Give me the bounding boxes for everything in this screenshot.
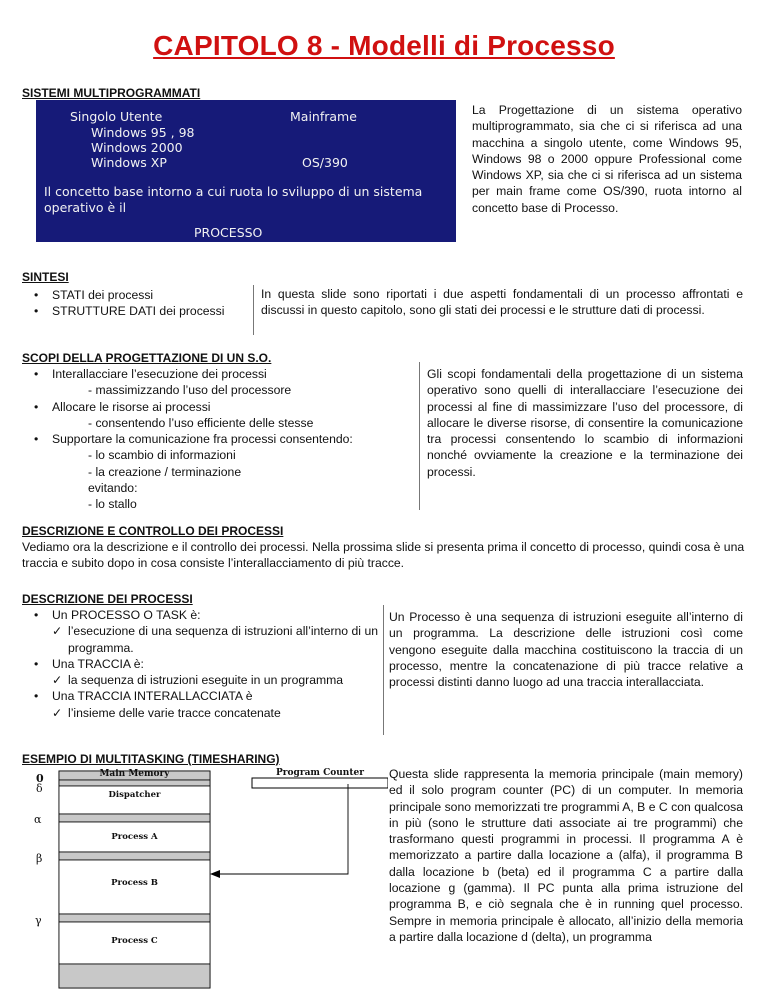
box-col1-head: Singolo Utente (70, 109, 163, 124)
address-gamma: γ (35, 914, 42, 927)
s5-text: Un Processo è una sequenza di istruzioni eseguite all’interno di un programma. La descrizione delle istruzioni così come vengono eseguite dalla macchina costituiscono la traccia di un processo, mentre la concatenazione di più tracce relative a processi distinti danno luogo ad una traccia interallacciata. (389, 610, 743, 690)
box-col1-l2: Windows 2000 (91, 140, 183, 155)
box-sentence-l1: Il concetto base intorno a cui ruota lo sviluppo di un sistema (44, 184, 423, 199)
s3-bullet-1: • Interallacciare l’esecuzione dei processi (22, 366, 422, 382)
section-heading-descrizione-controllo: DESCRIZIONE E CONTROLLO DEI PROCESSI (22, 524, 284, 538)
s2-item-strutture: • STRUTTURE DATI dei processi (22, 303, 252, 319)
s5-check-3: ✓ l’insieme delle varie tracce concatenate (22, 705, 378, 721)
divider (253, 285, 254, 335)
section-heading-scopi: SCOPI DELLA PROGETTAZIONE DI UN S.O. (22, 351, 272, 365)
section-heading-multiprogrammed: SISTEMI MULTIPROGRAMMATI (22, 86, 201, 100)
main-memory-label: Main Memory (99, 769, 170, 779)
memory-diagram (28, 768, 388, 988)
s3-bullet-3: • Supportare la comunicazione fra processi consentendo: (22, 431, 422, 447)
s5-bullet-3: • Una TRACCIA INTERALLACCIATA è (22, 688, 378, 704)
s3-list (22, 366, 422, 513)
divider (383, 605, 384, 735)
page-title: CAPITOLO 8 - Modelli di Processo (153, 30, 615, 61)
s1-text: La Progettazione di un sistema operativo multiprogrammato, sia che ci si riferisca ad una macchina a singolo utente, come Windows 95, Windows 98 o 2000 oppure Professional come Windows XP, sia che ci si riferisca ad un sistema per main frame come OS/390, ruota intorno al concetto base di Processo. (472, 103, 742, 215)
address-alpha: α (34, 813, 42, 826)
s3-text: Gli scopi fondamentali della progettazione di un sistema operativo sono quelli di interallacciare l’esecuzione dei processi al fine di massimizzare l’uso del processore, di allocare le diverse risorse, di consentire la comunicazione tra processi consentendo lo scambio di informazioni nonché ovviamente la creazione e la terminazione dei processi. (427, 367, 743, 479)
program-counter-label: Program Counter (276, 768, 364, 778)
process-a-label: Process A (111, 832, 158, 842)
divider (419, 362, 420, 510)
s2-item-stati: • STATI dei processi (22, 287, 252, 303)
s5-bullet-1: • Un PROCESSO O TASK è: (22, 607, 378, 623)
box-keyword: PROCESSO (194, 225, 263, 240)
address-0: 0 (36, 772, 44, 785)
s2-text: In questa slide sono riportati i due aspetti fondamentali di un processo affrontati e discussi in questo capitolo, sono gli stati dei processi e le strutture dati di processi. (261, 287, 743, 318)
box-col1-l1: Windows 95 , 98 (91, 125, 195, 140)
process-b-label: Process B (111, 878, 158, 888)
process-c-label: Process C (111, 936, 158, 946)
s3-bullet-2: • Allocare le risorse ai processi (22, 399, 422, 415)
box-col1-l3: Windows XP (91, 155, 167, 170)
s3-bullet-3-sub3: evitando: (88, 481, 138, 496)
s5-check-1: ✓ l’esecuzione di una sequenza di istruzioni all’interno di un programma. (22, 623, 378, 656)
s5-bullet-2: • Una TRACCIA è: (22, 656, 378, 672)
s3-bullet-1-sub: - massimizzando l’uso del processore (88, 383, 292, 398)
box-col2-head: Mainframe (290, 109, 357, 124)
box-col2-l1: OS/390 (302, 155, 348, 170)
s3-bullet-3-sub2: - la creazione / terminazione (88, 464, 242, 479)
s5-list (22, 607, 378, 721)
section-heading-sintesi: SINTESI (22, 270, 69, 284)
slide-image-multiprogrammed (36, 100, 456, 242)
s3-bullet-2-sub: - consentendo l’uso efficiente delle stesse (88, 415, 314, 430)
box-sentence-l2: operativo è il (44, 200, 127, 215)
address-beta: β (36, 852, 43, 865)
s3-bullet-3-sub4: - lo stallo (88, 497, 137, 512)
section-heading-descrizione: DESCRIZIONE DEI PROCESSI (22, 592, 193, 606)
s3-bullet-3-sub1: - lo scambio di informazioni (88, 448, 236, 463)
dispatcher-label: Dispatcher (108, 790, 161, 800)
address-delta: δ (36, 782, 43, 795)
s6-text: Questa slide rappresenta la memoria principale (main memory) ed il solo program counter (PC) di un computer. In memoria principale sono memorizzati tre programmi A, B e C con qualcosa in più (sono le strutture dati associate ai tre programmi) che trasformano questi programmi in processi. Il programma A è memorizzato a partire dalla locazione a (alfa), il programma B dalla locazione b (beta) ed il programma C a partire dalla locazione g (gamma). Il PC punta alla prima istruzione del programma B, e ciò segnala che è in running quel processo. Sempre in memoria principale è allocato, all’inizio della memoria a partire dalla locazione d (delta), un programma (389, 767, 743, 944)
s5-check-2: ✓ la sequenza di istruzioni eseguite in un programma (22, 672, 378, 688)
s2-list (22, 287, 252, 320)
s4-text: Vediamo ora la descrizione e il controllo dei processi. Nella prossima slide si presenta prima il concetto di processo, quindi cosa è una traccia e subito dopo in cosa consiste l’interallacciamento di più tracce. (22, 540, 745, 571)
section-heading-multitasking: ESEMPIO DI MULTITASKING (TIMESHARING) (22, 752, 280, 766)
